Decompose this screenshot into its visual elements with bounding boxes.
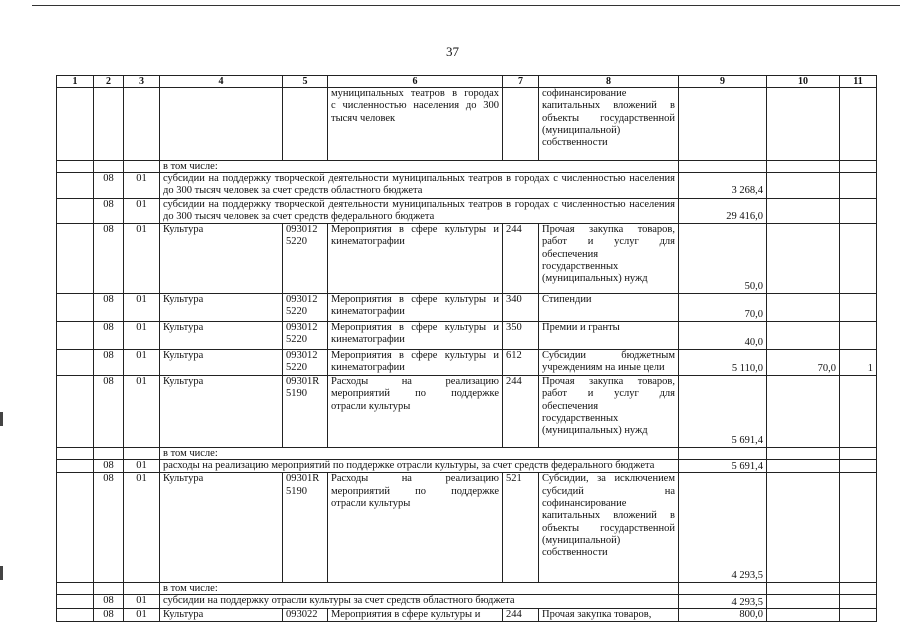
- text-line: с численностью населения до 300: [331, 100, 499, 112]
- cell-description: [160, 595, 679, 608]
- table-row: [57, 595, 877, 608]
- text-line: тысяч человек: [331, 112, 396, 124]
- cell-including-label: в том числе:: [160, 583, 679, 595]
- table-row: [57, 608, 877, 621]
- cell-expense-code: 521: [503, 473, 539, 583]
- text-line: 09301R: [286, 376, 320, 388]
- col-header-6: 6: [328, 76, 503, 88]
- text-line: кинематографии: [331, 236, 405, 248]
- table-row: [57, 322, 877, 350]
- cell-col11: [840, 583, 877, 595]
- text-line: 093022: [286, 608, 318, 620]
- budget-table: [56, 75, 877, 622]
- cell-col10: [767, 448, 840, 460]
- cell-col1: [57, 161, 94, 173]
- col-header-8: 8: [539, 76, 679, 88]
- text-line: Премии и гранты: [542, 322, 620, 334]
- cell-col10: [767, 460, 840, 473]
- cell-col7: [503, 88, 539, 161]
- text-line: Расходы на реализацию: [331, 473, 499, 485]
- text-line: муниципальных театров в городах: [331, 88, 499, 99]
- cell-amount-11: [840, 473, 877, 583]
- cell-col1: [57, 198, 94, 224]
- cell-section: 08: [94, 350, 124, 376]
- cell-target-code: [283, 608, 328, 621]
- cell-target-code: [283, 376, 328, 448]
- text-line: 5220: [286, 306, 307, 318]
- cell-col1: [57, 608, 94, 621]
- cell-expense-type: [539, 473, 679, 583]
- text-line: Прочая закупка товаров,: [542, 376, 675, 388]
- cell-subsection: 01: [124, 608, 160, 621]
- col-header-10: 10: [767, 76, 840, 88]
- cell-col10: [767, 198, 840, 224]
- text-line: кинематографии: [331, 362, 405, 374]
- cell-col1: [57, 88, 94, 161]
- cell-col11: [840, 595, 877, 608]
- text-line: собственности: [542, 547, 608, 559]
- text-line: учреждениям на иные цели: [542, 362, 665, 374]
- text-line: 093012: [286, 224, 318, 236]
- text-line: (муниципальных) нужд: [542, 273, 648, 285]
- cell-subsection: 01: [124, 294, 160, 322]
- cell-amount-10: [767, 322, 840, 350]
- cell-amount-11: [840, 224, 877, 294]
- text-line: обеспечения: [542, 248, 599, 260]
- text-line: субсидии на поддержку творческой деятельности муниципальных театров в городах с численностью населения: [163, 173, 675, 184]
- cell-expense-name: [328, 88, 503, 161]
- text-line: субсидии на поддержку творческой деятельности муниципальных театров в городах с численностью населения: [163, 198, 675, 210]
- text-line: 093012: [286, 294, 318, 306]
- col-header-4: 4: [160, 76, 283, 88]
- text-line: до 300 тысяч человек за счет средств федерального бюджета: [163, 210, 435, 222]
- text-line: Стипендии: [542, 294, 592, 306]
- table-row: [57, 173, 877, 199]
- table-row: [57, 376, 877, 448]
- cell-target-code: [283, 350, 328, 376]
- text-line: объекты государственной: [542, 112, 675, 124]
- cell-col9: [679, 583, 767, 595]
- cell-amount-11: [840, 322, 877, 350]
- text-line: 5220: [286, 236, 307, 248]
- margin-mark: [0, 566, 3, 580]
- table-row: [57, 88, 877, 161]
- cell-col2: [94, 448, 124, 460]
- cell-amount-10: [767, 294, 840, 322]
- cell-expense-type: [539, 608, 679, 621]
- text-line: кинематографии: [331, 334, 405, 346]
- col-header-3: 3: [124, 76, 160, 88]
- cell-col1: [57, 294, 94, 322]
- cell-description: [160, 460, 679, 473]
- cell-name: Культура: [160, 350, 283, 376]
- text-line: субсидий на: [542, 485, 675, 497]
- text-line: мероприятий по поддержке: [331, 485, 499, 497]
- cell-subsection: 01: [124, 376, 160, 448]
- cell-section: 08: [94, 473, 124, 583]
- text-line: (муниципальных) нужд: [542, 425, 648, 437]
- text-line: 5190: [286, 485, 307, 497]
- cell-col1: [57, 322, 94, 350]
- cell-col2: [94, 583, 124, 595]
- cell-col11: [840, 161, 877, 173]
- cell-expense-name: [328, 224, 503, 294]
- cell-description: [160, 198, 679, 224]
- cell-target-code: [283, 322, 328, 350]
- col-header-7: 7: [503, 76, 539, 88]
- text-line: кинематографии: [331, 306, 405, 318]
- table-row: [57, 224, 877, 294]
- cell-expense-name: [328, 350, 503, 376]
- cell-subsection: 01: [124, 322, 160, 350]
- text-line: Мероприятия в сфере культуры и: [331, 608, 481, 620]
- cell-col2: [94, 161, 124, 173]
- cell-col1: [57, 583, 94, 595]
- text-line: субсидии на поддержку отрасли культуры за счет средств областного бюджета: [163, 595, 515, 607]
- cell-section: 08: [94, 595, 124, 608]
- cell-col2: [94, 88, 124, 161]
- cell-subsection: 01: [124, 350, 160, 376]
- cell-col11: [840, 448, 877, 460]
- cell-target-code: [283, 224, 328, 294]
- cell-including-label: в том числе:: [160, 161, 679, 173]
- text-line: Мероприятия в сфере культуры и: [331, 294, 499, 306]
- col-header-11: 11: [840, 76, 877, 88]
- cell-name: Культура: [160, 294, 283, 322]
- cell-name: Культура: [160, 473, 283, 583]
- cell-col1: [57, 448, 94, 460]
- col-header-1: 1: [57, 76, 94, 88]
- text-line: отрасли культуры: [331, 400, 411, 412]
- table-row: [57, 583, 877, 595]
- text-line: отрасли культуры: [331, 498, 411, 510]
- cell-expense-code: 244: [503, 224, 539, 294]
- cell-section: 08: [94, 608, 124, 621]
- text-line: расходы на реализацию мероприятий по поддержке отрасли культуры, за счет средств федерального бюджета: [163, 460, 655, 472]
- cell-amount-11: [840, 608, 877, 621]
- cell-subsection: 01: [124, 473, 160, 583]
- cell-amount: 5 691,4: [679, 460, 767, 473]
- cell-subsection: 01: [124, 224, 160, 294]
- text-line: 5220: [286, 362, 307, 374]
- cell-amount-11: 1: [840, 350, 877, 376]
- cell-expense-type: [539, 350, 679, 376]
- text-line: государственных: [542, 413, 619, 425]
- text-line: Расходы на реализацию: [331, 376, 499, 388]
- cell-col11: [840, 198, 877, 224]
- table-row: [57, 294, 877, 322]
- cell-expense-code: 612: [503, 350, 539, 376]
- cell-expense-type: [539, 224, 679, 294]
- text-line: (муниципальной): [542, 124, 621, 136]
- cell-amount-11: [840, 294, 877, 322]
- text-line: 5220: [286, 334, 307, 346]
- cell-amount: 5 110,0: [679, 350, 767, 376]
- text-line: капитальных вложений в: [542, 510, 675, 522]
- cell-expense-code: 244: [503, 608, 539, 621]
- text-line: 5190: [286, 388, 307, 400]
- text-line: Мероприятия в сфере культуры и: [331, 224, 499, 236]
- cell-amount-10: [767, 376, 840, 448]
- text-line: софинансирование: [542, 498, 627, 510]
- cell-amount: 800,0: [679, 608, 767, 621]
- text-line: Прочая закупка товаров,: [542, 608, 652, 620]
- cell-amount: 4 293,5: [679, 473, 767, 583]
- cell-col10: [767, 88, 840, 161]
- cell-col9: [679, 88, 767, 161]
- text-line: работ и услуг для: [542, 236, 675, 248]
- cell-col1: [57, 595, 94, 608]
- cell-col3: [124, 88, 160, 161]
- cell-amount: 4 293,5: [679, 595, 767, 608]
- cell-target-code: [283, 294, 328, 322]
- cell-amount: 29 416,0: [679, 198, 767, 224]
- text-line: работ и услуг для: [542, 388, 675, 400]
- cell-amount-10: [767, 473, 840, 583]
- header-row: [57, 76, 877, 88]
- cell-col1: [57, 224, 94, 294]
- margin-mark: [0, 412, 3, 426]
- col-header-2: 2: [94, 76, 124, 88]
- text-line: 093012: [286, 322, 318, 334]
- text-line: 093012: [286, 350, 318, 362]
- cell-section: 08: [94, 294, 124, 322]
- table-row: [57, 473, 877, 583]
- cell-section: 08: [94, 198, 124, 224]
- cell-target-code: [283, 473, 328, 583]
- cell-expense-name: [328, 294, 503, 322]
- cell-amount: 40,0: [679, 322, 767, 350]
- cell-expense-type: [539, 294, 679, 322]
- text-line: 09301R: [286, 473, 320, 485]
- text-line: мероприятий по поддержке: [331, 388, 499, 400]
- cell-col9: [679, 448, 767, 460]
- cell-section: 08: [94, 322, 124, 350]
- cell-amount: 5 691,4: [679, 376, 767, 448]
- cell-col1: [57, 376, 94, 448]
- cell-col10: [767, 583, 840, 595]
- cell-amount: 3 268,4: [679, 173, 767, 199]
- cell-col1: [57, 173, 94, 199]
- text-line: (муниципальной): [542, 534, 621, 546]
- cell-expense-name: [328, 608, 503, 621]
- cell-name: Культура: [160, 224, 283, 294]
- top-rule: [32, 5, 900, 6]
- cell-expense-name: [328, 322, 503, 350]
- cell-section: 08: [94, 224, 124, 294]
- text-line: Мероприятия в сфере культуры и: [331, 350, 499, 362]
- cell-amount-11: [840, 376, 877, 448]
- cell-amount-10: [767, 224, 840, 294]
- table-row: [57, 460, 877, 473]
- text-line: до 300 тысяч человек за счет средств областного бюджета: [163, 185, 423, 197]
- cell-subsection: 01: [124, 595, 160, 608]
- cell-col3: [124, 448, 160, 460]
- text-line: капитальных вложений в: [542, 100, 675, 112]
- cell-expense-type: [539, 322, 679, 350]
- cell-col11: [840, 173, 877, 199]
- cell-col3: [124, 583, 160, 595]
- cell-description: [160, 173, 679, 199]
- cell-expense-type: [539, 88, 679, 161]
- cell-col1: [57, 350, 94, 376]
- cell-subsection: 01: [124, 460, 160, 473]
- cell-section: 08: [94, 173, 124, 199]
- text-line: Субсидии бюджетным: [542, 350, 675, 362]
- cell-amount-10: 70,0: [767, 350, 840, 376]
- text-line: Прочая закупка товаров,: [542, 224, 675, 236]
- cell-amount-10: [767, 608, 840, 621]
- cell-col10: [767, 161, 840, 173]
- cell-col10: [767, 173, 840, 199]
- text-line: обеспечения: [542, 400, 599, 412]
- col-header-9: 9: [679, 76, 767, 88]
- cell-expense-code: 244: [503, 376, 539, 448]
- text-line: государственных: [542, 261, 619, 273]
- table-row: [57, 161, 877, 173]
- cell-col4: [160, 88, 283, 161]
- text-line: Мероприятия в сфере культуры и: [331, 322, 499, 334]
- cell-expense-type: [539, 376, 679, 448]
- cell-expense-code: 350: [503, 322, 539, 350]
- text-line: софинансирование: [542, 88, 627, 99]
- cell-section: 08: [94, 460, 124, 473]
- text-line: собственности: [542, 137, 608, 149]
- cell-amount: 70,0: [679, 294, 767, 322]
- cell-expense-name: [328, 473, 503, 583]
- cell-expense-code: 340: [503, 294, 539, 322]
- cell-col5: [283, 88, 328, 161]
- table-row: [57, 198, 877, 224]
- cell-col1: [57, 473, 94, 583]
- col-header-5: 5: [283, 76, 328, 88]
- cell-subsection: 01: [124, 198, 160, 224]
- table-row: [57, 350, 877, 376]
- cell-col3: [124, 161, 160, 173]
- cell-including-label: в том числе:: [160, 448, 679, 460]
- cell-col9: [679, 161, 767, 173]
- table-row: [57, 448, 877, 460]
- text-line: Субсидии, за исключением: [542, 473, 675, 485]
- cell-name: Культура: [160, 608, 283, 621]
- page-number: 37: [446, 44, 459, 59]
- cell-section: 08: [94, 376, 124, 448]
- cell-expense-name: [328, 376, 503, 448]
- cell-col11: [840, 460, 877, 473]
- cell-subsection: 01: [124, 173, 160, 199]
- cell-name: Культура: [160, 322, 283, 350]
- text-line: объекты государственной: [542, 522, 675, 534]
- cell-col10: [767, 595, 840, 608]
- cell-col11: [840, 88, 877, 161]
- cell-col1: [57, 460, 94, 473]
- cell-name: Культура: [160, 376, 283, 448]
- cell-amount: 50,0: [679, 224, 767, 294]
